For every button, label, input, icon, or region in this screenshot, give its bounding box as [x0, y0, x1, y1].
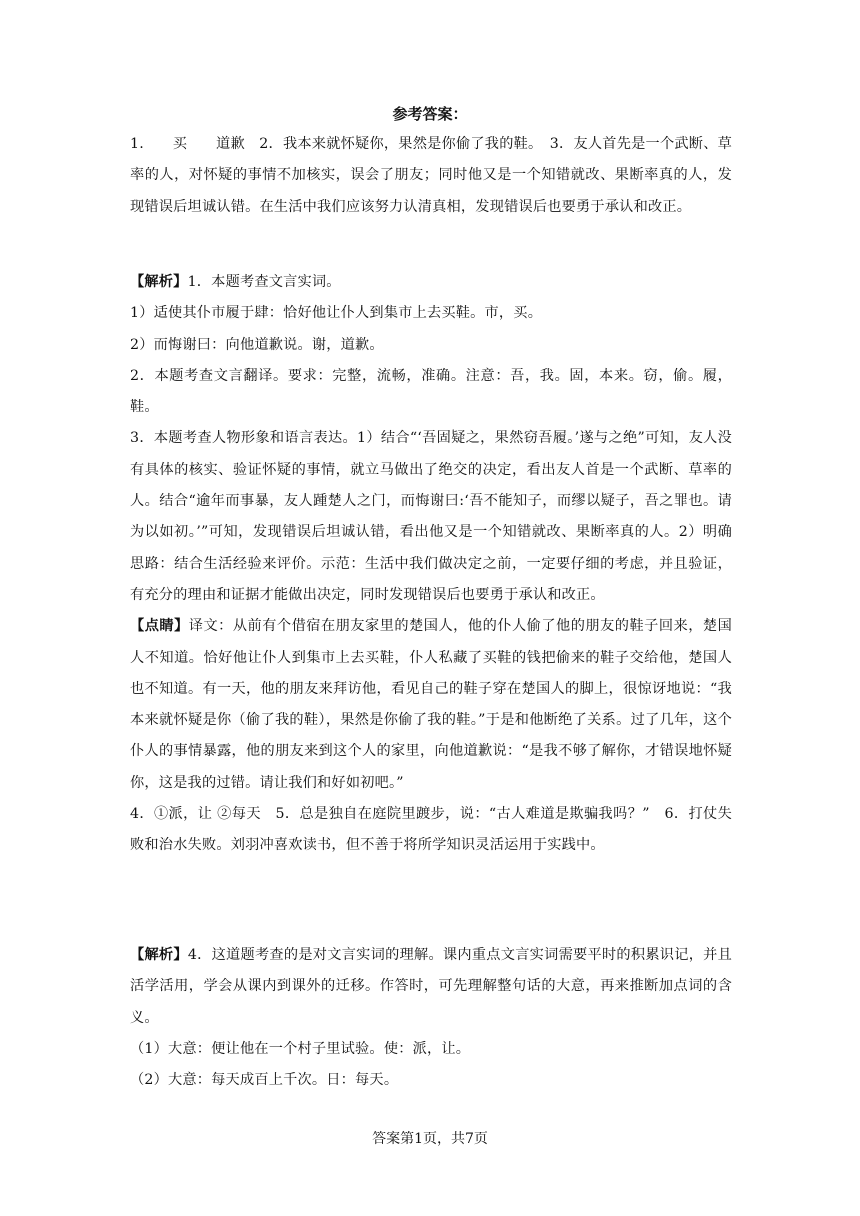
analysis-tag: 【解析】: [130, 274, 188, 290]
analysis-tag: 【解析】: [130, 947, 188, 963]
analysis-1-line: 1）适使其仆市履于肆：恰好他让仆人到集市上去买鞋。市，买。: [130, 305, 543, 322]
answers-block-1: [130, 129, 732, 223]
analysis-block-2: [130, 940, 732, 1096]
analysis-block-1: [130, 267, 732, 862]
analysis-1-line: 2．本题考查文言翻译。要求：完整，流畅，准确。注意：吾，我。固，本来。窃，偷。履，鞋。: [130, 367, 732, 416]
answers-text-2: 4．①派，让 ②每天 5．总是独自在庭院里踱步，说：“古人难道是欺骗我吗？” 6．打仗失败和治水失败。刘羽冲喜欢读书，但不善于将所学知识灵活运用于实践中。: [130, 806, 732, 854]
analysis-2-line: （1）大意：便让他在一个村子里试验。使：派，让。: [130, 1040, 471, 1057]
page-footer: 答案第1页，共7页: [372, 1131, 488, 1147]
dianjing-paragraph: [130, 611, 732, 799]
analysis-1-line: 2）而悔谢曰：向他道歉说。谢，道歉。: [130, 336, 384, 353]
answers-text-1: 1. 买 道歉 2．我本来就怀疑你，果然是你偷了我的鞋。 3．友人首先是一个武断、草率的人，对怀疑的事情不加核实，误会了朋友；同时他又是一个知错就改、果断率真的人，发现错误后坦诚认错。在生活中我们应该努力认清真相，发现错误后也要勇于承认和改正。: [130, 136, 732, 215]
analysis-1-line: 3．本题考查人物形象和语言表达。1）结合“‘吾固疑之，果然窃吾履。’遂与之绝”可知，友人没有具体的核实、验证怀疑的事情，就立马做出了绝交的决定，看出友人首是一个武断、草率的人。结合“逾年而事暴，友人踵楚人之门，而悔谢曰:‘吾不能知子，而缪以疑子，吾之罪也。请为以如初。’”可知，发现错误后坦诚认错，看出他又是一个知错就改、果断率真的人。2）明确思路：结合生活经验来评价。示范：生活中我们做决定之前，一定要仔细的考虑，并且验证，有充分的理由和证据才能做出决定，同时发现错误后也要勇于承认和改正。: [130, 430, 732, 603]
page-title: 参考答案：: [392, 105, 468, 123]
analysis-2-paragraph: [130, 940, 732, 1034]
analysis-2-line: （2）大意：每天成百上千次。日：每天。: [130, 1072, 399, 1089]
analysis-1-head-text: 1．本题考查文言实词。: [187, 274, 341, 290]
analysis-2-text: 4．这道题考查的是对文言实词的理解。课内重点文言实词需要平时的积累识记，并且活学活用，学会从课内到课外的迁移。作答时，可先理解整句话的大意，再来推断加点词的含义。: [130, 947, 732, 1026]
dianjing-text: 译文：从前有个借宿在朋友家里的楚国人，他的仆人偷了他的朋友的鞋子回来，楚国人不知道。恰好他让仆人到集市上去买鞋，仆人私藏了买鞋的钱把偷来的鞋子交给他，楚国人也不知道。有一天，他的朋友来拜访他，看见自己的鞋子穿在楚国人的脚上，很惊讶地说：“我本来就怀疑是你（偷了我的鞋），果然是你偷了我的鞋。”于是和他断绝了关系。过了几年，这个仆人的事情暴露，他的朋友来到这个人的家里，向他道歉说：“是我不够了解你，才错误地怀疑你，这是我的过错。请让我们和好如初吧。”: [130, 618, 732, 791]
dianjing-tag: 【点睛】: [130, 618, 189, 635]
analysis-1-head: [130, 267, 732, 298]
